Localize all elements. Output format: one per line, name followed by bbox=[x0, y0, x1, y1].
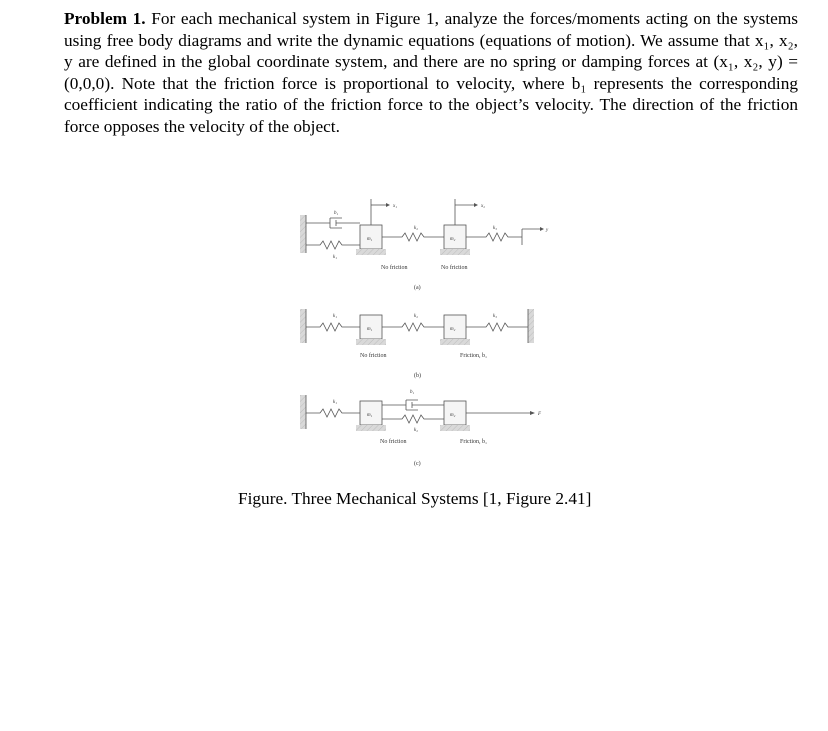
spring-k1-icon bbox=[306, 409, 360, 417]
label-spring-wall: k₁ bbox=[333, 314, 337, 319]
system-b bbox=[300, 309, 534, 379]
wall-left-icon bbox=[300, 215, 306, 253]
label-surface-1: No friction bbox=[380, 439, 407, 445]
label-mass-2: m₂ bbox=[450, 237, 456, 242]
label-spring-wall: k₁ bbox=[333, 400, 337, 405]
label-surface-1: No friction bbox=[360, 353, 387, 359]
label-disp-1: x₁ bbox=[393, 204, 397, 209]
label-spring-right: k₃ bbox=[493, 314, 497, 319]
sub-label-c: (c) bbox=[414, 461, 421, 467]
label-spring-right: k₃ bbox=[493, 226, 497, 231]
surface-1 bbox=[356, 249, 386, 255]
label-surface-2: No friction bbox=[441, 265, 468, 271]
label-spring-mid: k₂ bbox=[414, 226, 418, 231]
figure-caption: Figure. Three Mechanical Systems [1, Figure 2.41] bbox=[238, 489, 592, 508]
label-mass-1: m₁ bbox=[367, 237, 373, 242]
wall-left-icon bbox=[300, 309, 306, 343]
surface-2 bbox=[440, 249, 470, 255]
problem-statement bbox=[64, 8, 798, 138]
spring-k2-icon bbox=[382, 323, 444, 331]
wall-right-icon bbox=[528, 309, 534, 343]
surface-1 bbox=[356, 425, 386, 431]
surface-2 bbox=[440, 425, 470, 431]
label-surface-1: No friction bbox=[381, 265, 408, 271]
wall-left-icon bbox=[300, 395, 306, 429]
spring-k1-icon bbox=[306, 241, 360, 249]
label-disp-y: y bbox=[546, 228, 549, 233]
label-spring-mid: k₂ bbox=[414, 428, 418, 433]
label-mass-1: m₁ bbox=[367, 327, 373, 332]
damper-b1-icon bbox=[382, 400, 444, 410]
system-c bbox=[300, 390, 542, 467]
spring-k1-icon bbox=[306, 323, 360, 331]
label-damper-mid: b₁ bbox=[410, 390, 415, 395]
system-a bbox=[300, 199, 549, 291]
label-mass-2: m₂ bbox=[450, 327, 456, 332]
spring-k3-icon bbox=[466, 233, 522, 241]
spring-k2-icon bbox=[382, 233, 444, 241]
surface-2 bbox=[440, 339, 470, 345]
label-spring-wall: k₁ bbox=[333, 255, 337, 260]
sub-label-a: (a) bbox=[414, 285, 421, 291]
sub-label-b: (b) bbox=[414, 373, 421, 379]
mechanical-systems-figure bbox=[290, 185, 550, 475]
problem-label: Problem 1. bbox=[64, 9, 146, 28]
label-surface-2: Friction, b₁ bbox=[460, 353, 488, 359]
label-surface-2: Friction, b₁ bbox=[460, 439, 488, 445]
problem-body: For each mechanical system in Figure 1, analyze the forces/moments acting on the systems using free body diagrams and write the dynamic equations (equations of motion). We assume that x₁, x₂, y are defined in the global coordinate system, and there are no spring or damping forces at (x₁, x₂, y) = (0,0,0). Note that the friction force is proportional to velocity, where b₁ represents the corresponding coefficient indicating the ratio of the friction force to the object’s velocity. The direction of the friction force opposes the velocity of the object. bbox=[64, 9, 798, 136]
label-mass-2: m₂ bbox=[450, 413, 456, 418]
label-damper: b₁ bbox=[334, 211, 339, 216]
damper-b1-icon bbox=[306, 218, 360, 228]
label-force: F bbox=[538, 412, 542, 417]
label-spring-mid: k₂ bbox=[414, 314, 418, 319]
label-mass-1: m₁ bbox=[367, 413, 373, 418]
label-disp-2: x₂ bbox=[481, 204, 485, 209]
spring-k2-icon bbox=[382, 415, 444, 423]
surface-1 bbox=[356, 339, 386, 345]
spring-k3-icon bbox=[466, 323, 528, 331]
